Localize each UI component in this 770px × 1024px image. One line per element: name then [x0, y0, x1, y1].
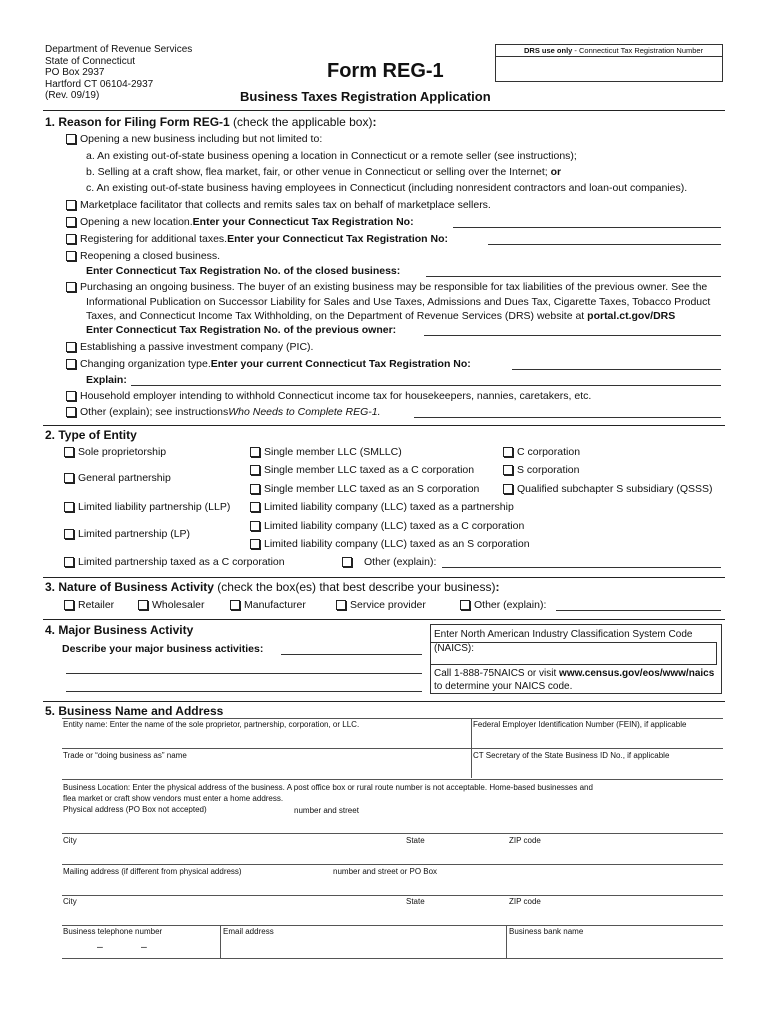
- pic-option[interactable]: Establishing a passive investment company (PIC).: [66, 341, 313, 353]
- checkbox[interactable]: [342, 557, 352, 567]
- revision: (Rev. 09/19): [45, 90, 100, 101]
- other-reason-field[interactable]: [414, 417, 721, 418]
- describe-activities-field-3[interactable]: [66, 691, 422, 692]
- checkbox[interactable]: [336, 600, 346, 610]
- naics-box: [430, 624, 722, 694]
- trade-name-field[interactable]: [63, 762, 469, 776]
- section-5-heading: 5. Business Name and Address: [45, 704, 224, 718]
- zip-label: ZIP code: [509, 836, 541, 845]
- ct-sec-id-label: CT Secretary of the State Business ID No., if applicable: [473, 751, 670, 760]
- checkbox[interactable]: [460, 600, 470, 610]
- checkbox[interactable]: [66, 200, 76, 210]
- entity-name-label: Entity name: Enter the name of the sole proprietor, partnership, corporation, or LLC.: [63, 720, 360, 729]
- section-2-heading: 2. Type of Entity: [45, 428, 137, 442]
- entity-lp-c-corp[interactable]: Limited partnership taxed as a C corporation: [64, 556, 285, 568]
- entity-llp[interactable]: Limited liability partnership (LLP): [64, 501, 230, 513]
- mailing-city-state-zip-field[interactable]: [63, 909, 723, 923]
- entity-general-partnership[interactable]: General partnership: [64, 472, 171, 484]
- naics-call-text: Call 1-888-75NAICS or visit www.census.gov/eos/www/naics: [434, 668, 715, 679]
- reopening-option[interactable]: Reopening a closed business.: [66, 250, 220, 262]
- entity-name-field[interactable]: [63, 732, 469, 746]
- checkbox[interactable]: [250, 465, 260, 475]
- explain-field[interactable]: [131, 385, 721, 386]
- fein-field[interactable]: [474, 732, 722, 746]
- naics-code-input[interactable]: [431, 642, 717, 665]
- additional-taxes-reg-no-field[interactable]: [488, 244, 721, 245]
- phone-separator-2: –: [141, 941, 147, 953]
- new-location-option[interactable]: Opening a new location. Enter your Connecticut Tax Registration No:: [66, 216, 414, 228]
- fein-label: Federal Employer Identification Number (FEIN), if applicable: [473, 720, 687, 729]
- email-field[interactable]: [223, 939, 504, 955]
- previous-owner-reg-label: Enter Connecticut Tax Registration No. of the previous owner:: [86, 324, 397, 336]
- mailing-address-label: Mailing address (if different from physical address): [63, 867, 242, 876]
- closed-business-reg-no-field[interactable]: [426, 276, 721, 277]
- section-4-heading: 4. Major Business Activity: [45, 623, 194, 637]
- mailing-city-label: City: [63, 897, 77, 906]
- state-label: State: [406, 836, 425, 845]
- option-a-text: a. An existing out-of-state business opening a location in Connecticut or a remote seller (see instructions);: [86, 150, 577, 162]
- drs-use-label: DRS use only - Connecticut Tax Registration Number: [524, 46, 704, 55]
- entity-llc-c-corp[interactable]: Limited liability company (LLC) taxed as a C corporation: [250, 520, 524, 532]
- physical-city-state-zip-field[interactable]: [63, 848, 723, 862]
- activity-manufacturer[interactable]: Manufacturer: [230, 599, 306, 611]
- activity-other[interactable]: Other (explain):: [460, 599, 546, 611]
- checkbox[interactable]: [66, 234, 76, 244]
- checkbox[interactable]: [66, 134, 76, 144]
- state-name: State of Connecticut: [45, 55, 136, 67]
- describe-activities-field-1[interactable]: [281, 654, 422, 655]
- business-location-note-2: flea market or craft show vendors must enter a home address.: [63, 794, 284, 803]
- email-label: Email address: [223, 927, 274, 936]
- checkbox[interactable]: [66, 282, 76, 292]
- checkbox[interactable]: [66, 359, 76, 369]
- checkbox[interactable]: [64, 447, 74, 457]
- entity-smllc-c-corp[interactable]: Single member LLC taxed as a C corporation: [250, 464, 474, 476]
- option-c-text: c. An existing out-of-state business having employees in Connecticut (including nonresident contractors and loan-out companies).: [86, 182, 688, 194]
- physical-address-field[interactable]: [63, 817, 723, 831]
- physical-address-label: Physical address (PO Box not accepted): [63, 805, 207, 814]
- checkbox[interactable]: [250, 539, 260, 549]
- naics-determine-text: to determine your NAICS code.: [434, 681, 573, 692]
- marketplace-option[interactable]: Marketplace facilitator that collects and remits sales tax on behalf of marketplace sellers.: [66, 199, 491, 211]
- checkbox[interactable]: [503, 465, 513, 475]
- bank-name-field[interactable]: [509, 939, 722, 955]
- checkbox[interactable]: [66, 407, 76, 417]
- checkbox[interactable]: [64, 529, 74, 539]
- checkbox[interactable]: [64, 502, 74, 512]
- purchasing-text-3: Taxes, and Connecticut Income Tax Withholding, on the Department of Revenue Services (DRS) website at portal.ct.gov/DRS: [86, 310, 676, 322]
- bank-name-label: Business bank name: [509, 927, 584, 936]
- form-title: Form REG-1: [327, 60, 444, 82]
- household-employer-option[interactable]: Household employer intending to withhold Connecticut income tax for housekeepers, nannies, caretakers, etc.: [66, 390, 591, 402]
- section-3-heading: 3. Nature of Business Activity (check the box(es) that best describe your business):: [45, 580, 500, 594]
- naics-label-1: Enter North American Industry Classification System Code: [434, 629, 693, 640]
- entity-llc-s-corp[interactable]: Limited liability company (LLC) taxed as an S corporation: [250, 538, 530, 550]
- checkbox[interactable]: [64, 557, 74, 567]
- closed-business-reg-label: Enter Connecticut Tax Registration No. of the closed business:: [86, 265, 401, 277]
- business-phone-field[interactable]: [63, 939, 218, 955]
- mailing-address-field[interactable]: [63, 879, 723, 893]
- city-label: City: [63, 836, 77, 845]
- current-reg-no-field[interactable]: [512, 369, 721, 370]
- activity-service-provider[interactable]: Service provider: [336, 599, 426, 611]
- agency-address: [45, 44, 192, 102]
- activity-wholesaler[interactable]: Wholesaler: [138, 599, 205, 611]
- mailing-zip-label: ZIP code: [509, 897, 541, 906]
- business-phone-label: Business telephone number: [63, 927, 163, 936]
- checkbox[interactable]: [138, 600, 148, 610]
- form-subtitle: Business Taxes Registration Application: [240, 89, 491, 104]
- entity-other-field[interactable]: [442, 567, 721, 568]
- checkbox[interactable]: [64, 473, 74, 483]
- ct-sec-id-field[interactable]: [474, 762, 722, 776]
- number-street-label: number and street: [294, 806, 359, 815]
- entity-s-corporation[interactable]: S corporation: [503, 464, 579, 476]
- opening-new-business-option[interactable]: Opening a new business including but not limited to:: [66, 133, 322, 145]
- mailing-state-label: State: [406, 897, 425, 906]
- phone-separator-1: –: [97, 941, 103, 953]
- other-reason-option[interactable]: Other (explain); see instructions Who Needs to Complete REG-1.: [66, 406, 381, 418]
- section-1-heading: 1. Reason for Filing Form REG-1 (check the applicable box):: [45, 115, 377, 129]
- checkbox[interactable]: [66, 251, 76, 261]
- trade-name-label: Trade or “doing business as” name: [63, 751, 187, 760]
- activity-retailer[interactable]: Retailer: [64, 599, 114, 611]
- checkbox[interactable]: [250, 502, 260, 512]
- po-box: PO Box 2937: [45, 67, 105, 78]
- entity-other[interactable]: Other (explain):: [342, 556, 436, 568]
- describe-activities-field-2[interactable]: [66, 673, 422, 674]
- naics-label-2: (NAICS):: [434, 643, 474, 654]
- checkbox[interactable]: [66, 217, 76, 227]
- drs-use-only-box[interactable]: [495, 44, 723, 82]
- checkbox[interactable]: [250, 484, 260, 494]
- entity-smllc-s-corp[interactable]: Single member LLC taxed as an S corporation: [250, 483, 479, 495]
- checkbox[interactable]: [66, 391, 76, 401]
- describe-activities-label: Describe your major business activities:: [62, 643, 264, 655]
- changing-org-option[interactable]: Changing organization type. Enter your current Connecticut Tax Registration No:: [66, 358, 471, 370]
- entity-lp[interactable]: Limited partnership (LP): [64, 528, 190, 540]
- activity-other-field[interactable]: [556, 610, 721, 611]
- city-zip: Hartford CT 06104-2937: [45, 78, 154, 90]
- entity-c-corporation[interactable]: C corporation: [503, 446, 580, 458]
- entity-qsss[interactable]: Qualified subchapter S subsidiary (QSSS): [503, 483, 713, 495]
- entity-llc-partnership[interactable]: Limited liability company (LLC) taxed as a partnership: [250, 501, 514, 513]
- previous-owner-reg-no-field[interactable]: [424, 335, 721, 336]
- checkbox[interactable]: [230, 600, 240, 610]
- entity-sole-proprietorship[interactable]: Sole proprietorship: [64, 446, 166, 458]
- checkbox[interactable]: [250, 521, 260, 531]
- dept-name: Department of Revenue Services: [45, 44, 193, 55]
- number-street-po-label: number and street or PO Box: [333, 867, 438, 876]
- option-b-text: b. Selling at a craft show, flea market, fair, or other venue in Connecticut or selling over the Internet; or: [86, 166, 562, 178]
- checkbox[interactable]: [66, 342, 76, 352]
- explain-label: Explain:: [86, 374, 127, 386]
- checkbox[interactable]: [503, 484, 513, 494]
- additional-taxes-option[interactable]: Registering for additional taxes. Enter your Connecticut Tax Registration No:: [66, 233, 448, 245]
- checkbox[interactable]: [503, 447, 513, 457]
- purchasing-option[interactable]: Purchasing an ongoing business. The buyer of an existing business may be responsible for tax liabilities of the previous owner. See the: [66, 281, 707, 293]
- new-location-reg-no-field[interactable]: [453, 227, 721, 228]
- business-location-note-1: Business Location: Enter the physical address of the business. A post office box or rural route number is not acceptable. Home-based businesses and: [63, 783, 593, 792]
- purchasing-text-2: Informational Publication on Successor Liability for Sales and Use Taxes, Admissions and Dues Tax, Cigarette Taxes, Tobacco Product: [86, 296, 711, 308]
- checkbox[interactable]: [250, 447, 260, 457]
- checkbox[interactable]: [64, 600, 74, 610]
- entity-smllc[interactable]: Single member LLC (SMLLC): [250, 446, 402, 458]
